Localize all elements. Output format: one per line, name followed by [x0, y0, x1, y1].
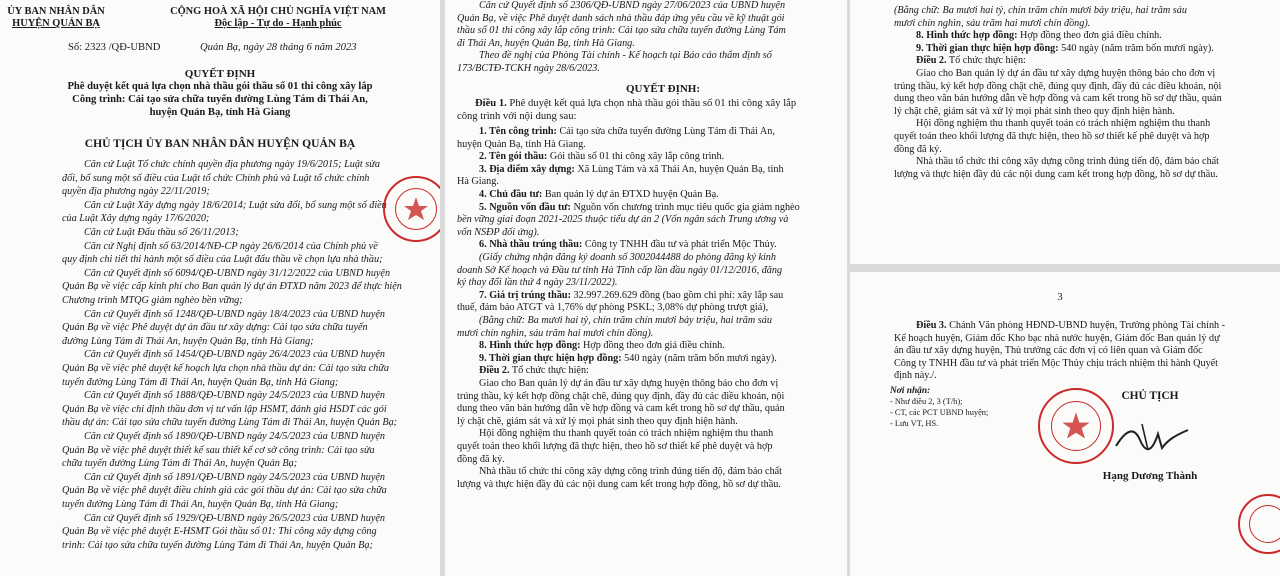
text-line: 6. Nhà thầu trúng thầu: Công ty TNHH đầu tư và phát triển Mộc Thủy.	[479, 239, 777, 251]
text-line: doanh Sở Kế hoạch và Đầu tư tỉnh Hà Tĩnh cấp lần đầu ngày 01/12/2016, đăng	[457, 264, 783, 276]
national-motto: Độc lập - Tự do - Hạnh phúc	[214, 18, 342, 29]
signer-title: CHỦ TỊCH	[1121, 390, 1179, 402]
text-line: đường Lùng Tám đi Thái An, huyện Quản Bạ, tỉnh Hà Giang;	[62, 335, 314, 347]
decision-heading: QUYẾT ĐỊNH:	[625, 83, 701, 95]
document-page-2	[445, 0, 847, 576]
seal-star-icon	[401, 194, 431, 224]
item-label: 4. Chủ đầu tư:	[479, 189, 543, 200]
item-label: 7. Giá trị trúng thầu:	[479, 289, 571, 301]
document-page-3-bottom	[850, 272, 1280, 576]
text-line: Căn cứ Luật Xây dựng ngày 18/6/2014; Luật sửa đổi, bổ sung một số điều	[84, 199, 387, 211]
text-line: Nhà thầu tổ chức thi công xây dựng công trình đúng tiến độ, đảm bảo chất	[479, 466, 783, 478]
text-line: lý chặt chẽ, giám sát và xử lý mọi phát sinh theo quy định hiện hành.	[457, 415, 738, 427]
article-1-line2: công trình với nội dung sau:	[457, 111, 577, 122]
text-line: lý chặt chẽ, giám sát và xử lý mọi phát sinh theo quy định hiện hành.	[894, 105, 1175, 117]
official-seal	[1238, 494, 1280, 554]
text-line: 2. Tên gói thầu: Gói thầu số 01 thi công xây lắp công trình.	[479, 151, 725, 163]
item-label: 6. Nhà thầu trúng thầu:	[479, 239, 583, 251]
text-line: lượng và thực hiện đầy đủ các nội dung cam kết trong hợp đồng, hồ sơ dự thầu.	[894, 168, 1218, 180]
item-label: 8. Hình thức hợp đồng:	[916, 30, 1018, 42]
text-line: Căn cứ Luật Tổ chức chính quyền địa phương ngày 19/6/2015; Luật sửa	[84, 159, 380, 170]
text-line: đổi, bổ sung một số điều của Luật tổ chức Chính phủ và Luật tổ chức chính	[62, 172, 370, 184]
national-title: CỘNG HOÀ XÃ HỘI CHỦ NGHĨA VIỆT NAM	[170, 6, 386, 17]
text-line: Công ty TNHH đầu tư và phát triển Mộc Thủy chịu trách nhiệm thi hành Quyết	[894, 357, 1219, 369]
page-gap	[850, 264, 1280, 272]
seal-star-icon	[1059, 409, 1093, 443]
text-line: thầu dự án: Cải tạo sửa chữa tuyến đường Lùng Tám đi Thái An, huyện Quản Bạ;	[62, 417, 398, 429]
document-type: QUYẾT ĐỊNH	[184, 68, 256, 80]
text-line: Quản Bạ về việc phê duyệt điều chỉnh giá các gói thầu dự án: Cải tạo sửa chữa	[62, 485, 387, 497]
text-line: thuế, đảm bảo ATGT và 1,76% dự phòng PSKL; 3,08% dự phòng trượt giá),	[457, 302, 769, 314]
item-label: Điều 3.	[916, 320, 947, 331]
item-label: 2. Tên gói thầu:	[479, 151, 548, 163]
text-line: 3. Địa điểm xây dựng: Xã Lùng Tám và xã Thái An, huyện Quản Bạ, tỉnh	[479, 163, 784, 175]
item-label: 9. Thời gian thực hiện hợp đồng:	[479, 352, 622, 364]
text-line: dung theo văn bản hướng dẫn về hợp đồng và cam kết trong hồ sơ dự thầu, quản	[457, 403, 785, 415]
text-line: Căn cứ Quyết định số 1891/QĐ-UBND ngày 24/5/2023 của UBND huyện	[84, 471, 385, 483]
text-line: Hà Giang.	[457, 176, 499, 188]
text-line: Quản Bạ về việc phê duyệt E-HSMT Gói thầu số 01: Thi công xây dựng công	[62, 526, 377, 538]
text-line: dung theo văn bản hướng dẫn về hợp đồng và cam kết trong hồ sơ dự thầu, quản	[894, 93, 1222, 105]
article-1-text: Phê duyệt kết quả lựa chọn nhà thầu gói thầu số 01 thi công xây lắp	[506, 98, 797, 109]
text-line: quyết toán theo khối lượng đã thực hiện, theo hồ sơ thiết kế phê duyệt và hợp	[457, 441, 773, 452]
page-number: 3	[1057, 292, 1063, 303]
document-subject-line2: Công trình: Cải tạo sửa chữa tuyến đường Lùng Tám đi Thái An,	[72, 94, 368, 105]
text-line: đi Thái An, huyện Quản Bạ, tỉnh Hà Giang.	[457, 37, 635, 49]
text-line: Quản Bạ về việc phê duyệt kế hoạch lựa chọn nhà thầu dự án: Cải tạo sửa chữa	[62, 363, 389, 374]
text-line: Theo đề nghị của Phòng Tài chính - Kế hoạch tại Báo cáo thẩm định số	[479, 50, 772, 62]
text-line: Điều 3. Chánh Văn phòng HĐND-UBND huyện, Trưởng phòng Tài chính -	[916, 320, 1226, 331]
item-label: 8. Hình thức hợp đồng:	[479, 340, 581, 352]
text-line: Điều 2. Tổ chức thực hiện:	[479, 365, 589, 377]
article-1-line1	[475, 98, 796, 111]
text-line: tuyến đường Lùng Tám đi Thái An, huyện Quản Bạ, tỉnh Hà Giang;	[62, 499, 339, 510]
article-1-label: Điều 1.	[475, 98, 507, 109]
text-line: 7. Giá trị trúng thầu: 32.997.269.629 đồng (bao gồm chi phí: xây lắp sau	[479, 289, 784, 301]
text-line: án đầu tư xây dựng huyện, Thủ trưởng các đơn vị có liên quan và Giám đốc	[894, 345, 1203, 357]
text-line: mươi chín nghìn, sáu trăm hai mươi chín đồng).	[457, 327, 654, 339]
item-label: Điều 2.	[916, 55, 947, 67]
official-seal	[383, 176, 440, 242]
text-line: lượng và thực hiện đầy đủ các nội dung cam kết trong hợp đồng, hồ sơ dự thầu.	[457, 478, 781, 490]
text-line: Điều 2. Tổ chức thực hiện:	[916, 55, 1026, 67]
org-name-line2: HUYỆN QUẢN BẠ	[12, 18, 100, 29]
text-line: (Bằng chữ: Ba mươi hai tỷ, chín trăm chín mươi bảy triệu, hai trăm sáu	[479, 315, 772, 326]
text-line: tuyến đường Lùng Tám đi Thái An, huyện Quản Bạ, tỉnh Hà Giang;	[62, 376, 339, 388]
text-line: Căn cứ Quyết định số 1454/QĐ-UBND ngày 26/4/2023 của UBND huyện	[84, 349, 385, 361]
text-line: Quản Bạ về việc chỉ định thầu đơn vị tư vấn lập HSMT, đánh giá HSDT các gói	[62, 403, 387, 415]
item-label: 1. Tên công trình:	[479, 126, 557, 137]
text-line: Nhà thầu tổ chức thi công xây dựng công trình đúng tiến độ, đảm bảo chất	[916, 156, 1220, 168]
document-subject-line1: Phê duyệt kết quả lựa chọn nhà thầu gói thầu số 01 thi công xây lắp	[67, 81, 373, 92]
text-line: Quản Bạ, về việc Phê duyệt danh sách nhà thầu đáp ứng yêu cầu về kỹ thuật gói	[457, 12, 785, 24]
text-line: Quản Bạ về việc phê duyệt thiết kế sau thiết kế cơ sở công trình: Cải tạo sửa	[62, 444, 375, 456]
text-line: Căn cứ Quyết định số 1888/QĐ-UBND ngày 24/5/2023 của UBND huyện	[84, 390, 385, 402]
text-line: 173/BCTĐ-TCKH ngày 28/6/2023.	[457, 63, 600, 74]
text-line: của Luật Xây dựng ngày 17/6/2020;	[62, 213, 210, 225]
text-line: quy định chi tiết thi hành một số điều của Luật đấu thầu về chọn lựa nhà thầu;	[62, 254, 383, 266]
text-line: 8. Hình thức hợp đồng: Hợp đồng theo đơn giá điều chỉnh.	[916, 30, 1162, 42]
item-label: 9. Thời gian thực hiện hợp đồng:	[916, 42, 1059, 54]
text-line: (Bằng chữ: Ba mươi hai tỷ, chín trăm chín mươi bảy triệu, hai trăm sáu	[894, 5, 1187, 16]
text-line: vốn NSĐP đối ứng).	[457, 226, 540, 238]
text-line: Hội đồng nghiệm thu thanh quyết toán có trách nhiệm nghiệm thu thanh	[916, 118, 1211, 130]
text-line: Căn cứ Quyết định số 1248/QĐ-UBND ngày 18/4/2023 của UBND huyện	[84, 308, 385, 320]
item-label: 3. Địa điểm xây dựng:	[479, 163, 575, 175]
text-line: bền vững giai đoạn 2021-2025 thuộc tiểu dự án 2 (Vốn ngân sách Trung ương và	[457, 214, 789, 226]
text-line: trình: Cải tạo sửa chữa tuyến đường Lùng Tám đi Thái An, huyện Quản Bạ;	[62, 539, 373, 551]
text-line: Giao cho Ban quản lý dự án đầu tư xây dựng huyện thông báo cho đơn vị	[916, 68, 1216, 79]
text-line: Quản Bạ về việc cấp kinh phí cho Ban quản lý dự án ĐTXD năm 2023 để thực hiện	[62, 281, 402, 293]
item-label: 5. Nguồn vốn đầu tư:	[479, 201, 571, 213]
text-line: định này./.	[894, 370, 937, 382]
recipients-title: Nơi nhận:	[890, 386, 931, 396]
text-line: Căn cứ Quyết định số 1929/QĐ-UBND ngày 26/5/2023 của UBND huyện	[84, 512, 385, 524]
text-line: Giao cho Ban quản lý dự án đầu tư xây dựng huyện thông báo cho đơn vị	[479, 378, 779, 389]
text-line: Căn cứ Quyết định số 2306/QĐ-UBND ngày 27/06/2023 của UBND huyện	[479, 0, 786, 11]
document-page-1	[0, 0, 440, 576]
text-line: ký thay đổi lần thứ 4 ngày 23/11/2022).	[457, 277, 618, 289]
text-line: mươi chín nghìn, sáu trăm hai mươi chín đồng).	[894, 17, 1091, 29]
official-seal	[1038, 388, 1114, 464]
text-line: Căn cứ Nghị định số 63/2014/NĐ-CP ngày 26/6/2014 của Chính phủ về	[84, 240, 378, 252]
text-line: 9. Thời gian thực hiện hợp đồng: 540 ngày (năm trăm bốn mươi ngày).	[916, 42, 1214, 54]
text-line: Căn cứ Quyết định số 1890/QĐ-UBND ngày 24/5/2023 của UBND huyện	[84, 431, 385, 442]
text-line: chữa tuyến đường Lùng Tám đi Thái An, huyện Quản Bạ;	[62, 458, 298, 470]
text-line: đồng đã ký.	[457, 453, 505, 465]
text-line: Quản Bạ về việc Phê duyệt dự án đầu tư xây dựng: Cải tạo sửa chữa tuyến	[62, 322, 368, 334]
text-line: 4. Chủ đầu tư: Ban quản lý dự án ĐTXD huyện Quản Bạ.	[479, 189, 719, 200]
text-line: 5. Nguồn vốn đầu tư: Nguồn vốn chương trình mục tiêu quốc gia giảm nghèo	[479, 201, 800, 213]
text-line: Căn cứ Luật Đấu thầu số 26/11/2013;	[84, 227, 239, 238]
text-line: - Như điều 2, 3 (T/h);	[890, 397, 963, 406]
text-line: - Lưu VT, HS.	[890, 419, 939, 428]
org-name-line1: ỦY BAN NHÂN DÂN	[7, 6, 105, 17]
issuing-authority: CHỦ TỊCH ỦY BAN NHÂN DÂN HUYỆN QUẢN BẠ	[84, 137, 356, 150]
text-line: đồng đã ký.	[894, 143, 942, 155]
text-line: 8. Hình thức hợp đồng: Hợp đồng theo đơn giá điều chỉnh.	[479, 340, 725, 352]
text-line: Căn cứ Quyết định số 6094/QĐ-UBND ngày 31/12/2022 của UBND huyện	[84, 267, 391, 279]
text-line: thầu số 01 thi công xây lắp công trình: Cải tạo sửa chữa tuyến đường Lùng Tám	[457, 25, 786, 37]
text-line: quyết toán theo khối lượng đã thực hiện, theo hồ sơ thiết kế phê duyệt và hợp	[894, 131, 1210, 142]
text-line: - CT, các PCT UBND huyện;	[890, 408, 989, 417]
text-line: quyền địa phương ngày 22/11/2019;	[62, 186, 210, 198]
signer-name: Hạng Dương Thành	[1102, 470, 1198, 482]
text-line: Chương trình MTQG giảm nghèo bền vững;	[62, 295, 243, 306]
text-line: trúng thầu, ký kết hợp đồng chặt chẽ, đúng quy định, đầy đủ các điều khoản, nội	[894, 80, 1222, 92]
document-subject-line3: huyện Quản Bạ, tỉnh Hà Giang	[149, 107, 291, 118]
text-line: Hội đồng nghiệm thu thanh quyết toán có trách nhiệm nghiệm thu thanh	[479, 428, 774, 440]
text-line: (Giấy chứng nhận đăng ký doanh số 3002044488 do phòng đăng ký kinh	[479, 252, 776, 263]
text-line: 1. Tên công trình: Cải tạo sửa chữa tuyến đường Lùng Tám đi Thái An,	[479, 126, 775, 137]
text-line: 9. Thời gian thực hiện hợp đồng: 540 ngày (năm trăm bốn mươi ngày).	[479, 352, 777, 364]
document-number: Số: 2323 /QĐ-UBND	[68, 42, 161, 53]
text-line: huyện Quản Bạ, tỉnh Hà Giang.	[457, 138, 586, 150]
place-and-date: Quản Bạ, ngày 28 tháng 6 năm 2023	[200, 42, 357, 53]
handwritten-signature	[1112, 420, 1192, 456]
text-line: trúng thầu, ký kết hợp đồng chặt chẽ, đúng quy định, đầy đủ các điều khoản, nội	[457, 390, 785, 402]
item-label: Điều 2.	[479, 365, 510, 377]
text-line: Kế hoạch huyện, Giám đốc Kho bạc nhà nước huyện, Giám đốc Ban quản lý dự	[894, 332, 1220, 344]
document-page-3-top	[850, 0, 1280, 264]
